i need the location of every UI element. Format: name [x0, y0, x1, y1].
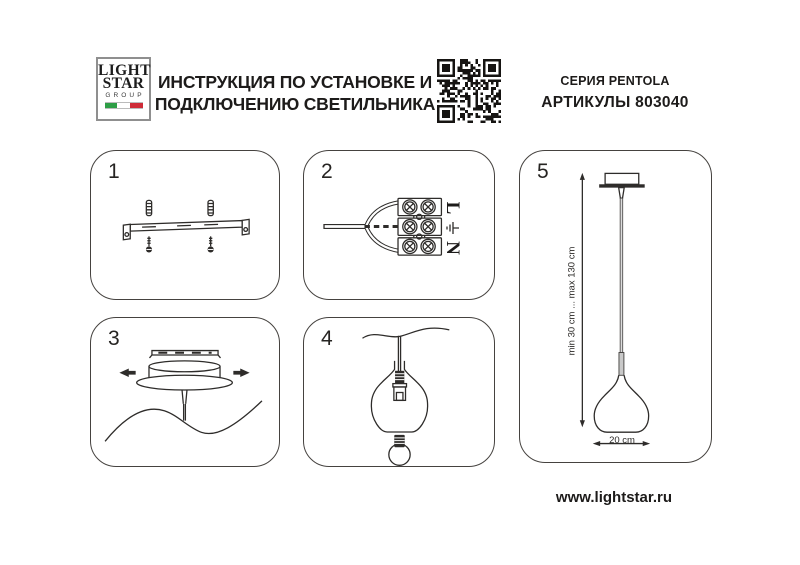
suspension-cord	[620, 198, 623, 352]
title-line-1: ИНСТРУКЦИЯ ПО УСТАНОВКЕ И	[158, 72, 432, 92]
lamp-socket	[395, 371, 404, 384]
step-panel-5	[519, 150, 712, 463]
height-dimension-arrow	[580, 173, 585, 427]
step-number: 4	[321, 327, 333, 350]
arrow-right-icon	[233, 369, 249, 377]
ceiling-canopy	[605, 173, 639, 184]
qr-code-icon	[437, 59, 501, 123]
arrow-left-icon	[119, 369, 135, 377]
logo-word-light: LIGHT	[98, 62, 151, 79]
ceiling-wave	[362, 328, 449, 338]
wall-plug-icon	[208, 200, 213, 215]
live-label: L	[442, 201, 463, 215]
step-number: 2	[321, 160, 333, 183]
logo-word-star: STAR	[102, 75, 145, 92]
cord-grip	[619, 353, 624, 376]
step-number: 1	[108, 160, 120, 183]
step-panel-1	[90, 150, 280, 300]
canopy-flange	[137, 375, 233, 390]
width-dimension-label: 20 cm	[609, 435, 635, 446]
height-dimension-label: min 30 cm ... max 130 cm	[566, 246, 578, 356]
title-line-2: ПОДКЛЮЧЕНИЮ СВЕТИЛЬНИКА	[154, 94, 436, 114]
step-panel-4	[303, 317, 495, 467]
neutral-label: N	[442, 241, 463, 255]
lightstar-logo	[96, 57, 151, 121]
page-title	[150, 71, 440, 115]
glass-shade	[594, 375, 648, 432]
screw-icon	[208, 236, 214, 252]
step-number: 3	[108, 327, 120, 350]
step-panel-2	[303, 150, 495, 300]
logo-word-group: GROUP	[105, 92, 145, 99]
earth-icon	[441, 218, 463, 238]
step-number: 5	[537, 160, 549, 183]
step-panel-3	[90, 317, 280, 467]
articles-label: АРТИКУЛЫ 803040	[541, 94, 689, 111]
wall-plug-icon	[146, 200, 151, 215]
series-block	[515, 74, 715, 112]
series-label: СЕРИЯ PENTOLA	[560, 74, 670, 88]
screw-icon	[146, 236, 152, 252]
italy-flag-icon	[105, 102, 143, 107]
diagram-pendant-dimensions	[520, 151, 711, 462]
website-url: www.lightstar.ru	[555, 489, 673, 506]
